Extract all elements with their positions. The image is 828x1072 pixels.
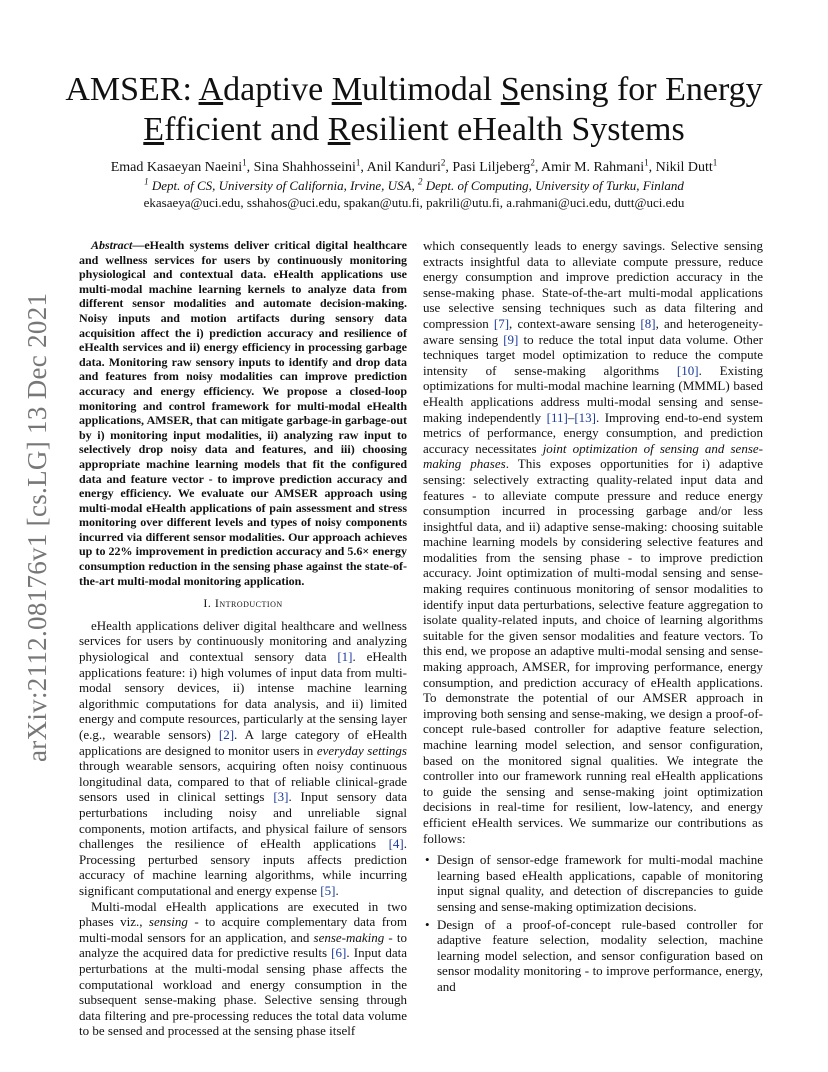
right-column	[423, 238, 763, 997]
arxiv-identifier: arXiv:2112.08176v1 [cs.LG] 13 Dec 2021	[22, 292, 52, 762]
citation-link[interactable]: [7]	[493, 315, 510, 331]
citation-link[interactable]: [13]	[574, 409, 596, 425]
author-emails: ekasaeya@uci.edu, sshahos@uci.edu, spakan@utu.fi, pakrili@utu.fi, a.rahmani@uci.edu, dutt@uci.edu	[143, 195, 685, 210]
author-list: Emad Kasaeyan Naeini$^1$, Sina Shahhosseini$^1$, Anil Kanduri$^2$, Pasi Liljeberg$^2$, Amir M. Rahmani$^1$, Nikil Dutt$^1$	[110, 157, 718, 175]
citation-link[interactable]: [10]	[676, 362, 699, 378]
abstract-label: Abstract	[91, 238, 133, 252]
citation-link[interactable]: [4]	[388, 836, 404, 852]
contributions-list	[423, 852, 763, 994]
citation-link[interactable]: [5]	[320, 882, 336, 898]
author-name: Pasi Liljeberg	[452, 160, 531, 175]
citation-link[interactable]: [6]	[331, 945, 347, 961]
citation-link[interactable]: [8]	[640, 315, 656, 331]
section-heading-introduction: I. Introduction	[203, 596, 283, 611]
intro-paragraph-1: eHealth applications deliver digital healthcare and wellness services for users by continuously monitoring and analyzing physiological and contextual sensory data [1]. eHealth applications feature: i) high volumes of input data from multi-modal sensory devices, ii) intense machine learning algorithmic computations for data analysis, and ii) limited energy and compute resources, particularly at the sensing layer (e.g., wearable sensors) [2]. A large category of eHealth applications are designed to monitor users in everyday settings through wearable sensors, acquiring often noisy continuous longitudinal data, compared to that of reliable clinical-grade sensors used in clinical settings [3]. Input sensory data perturbations including noisy and unreliable signal components, motion artifacts, and physical failure of sensors challenges the resilience of eHealth applications [4]. Processing perturbed sensory inputs affects prediction accuracy of machine learning algorithms, while incurring significant computational and energy expense [5].	[79, 617, 408, 898]
title-line-2: Efficient and Resilient eHealth Systems	[143, 111, 685, 148]
left-column	[79, 238, 407, 1039]
citation-link[interactable]: [2]	[218, 727, 235, 742]
list-item: • Design of sensor-edge framework for multi-modal machine learning based eHealth applications, capable of monitoring input signal quality, and detection of discrepancies to guide sensing and sense-making optimization decisions.	[437, 852, 763, 914]
abstract: Abstract—eHealth systems deliver critical digital healthcare and wellness services for users by continuously monitoring physiological and contextual data. eHealth applications use multi-modal machine learning kernels to analyze data from different sensor modalities and automate decision-making. Noisy inputs and motion artifacts during sensory data acquisition affect the i) prediction accuracy and resilience of eHealth services and ii) energy efficiency in processing garbage data. Monitoring raw sensory inputs to identify and drop data and features from noisy modalities can improve prediction accuracy and energy efficiency. We propose a closed-loop monitoring and control framework for multi-modal eHealth applications, AMSER, that can mitigate garbage-in garbage-out by i) monitoring input modalities, ii) analyzing raw input to selectively drop noisy data and features, and iii) choosing appropriate machine learning models that fit the configured data and feature vector - to improve prediction accuracy and energy efficiency. We evaluate our AMSER approach using multi-modal eHealth applications of pain assessment and stress monitoring over different levels and types of noisy components incurred via different sensor modalities. Our approach achieves up to 22% improvement in prediction accuracy and 5.6× energy consumption reduction in the sensing phase against the state-of-the-art multi-modal monitoring application.	[79, 238, 407, 588]
intro-paragraph-2: Multi-modal eHealth applications are executed in two phases viz., sensing - to acquire complementary data from multi-modal sensors for an application, and sense-making - to analyze the acquired data for predictive results [6]. Input data perturbations at the multi-modal sensing phase affects the computational workload and energy consumption in the subsequent sense-making phase. Selective sensing through data filtering and pre-processing reduces the total data volume to be sensed and processed at the sensing phase itself	[79, 898, 407, 1039]
citation-link[interactable]: [3]	[273, 789, 289, 805]
intro-paragraph-3: which consequently leads to energy savings. Selective sensing extracts insightful data to alleviate compute pressure, reduce energy consumption and improve prediction accuracy in the sense-making phase. State-of-the-art multi-modal applications use selective sensing techniques such as data filtering and compression [7], context-aware sensing [8], and heterogeneity-aware sensing [9] to reduce the total input data volume. Other techniques target model optimization to reduce the compute intensity of sense-making algorithms [10]. Existing optimizations for multi-modal machine learning (MMML) based eHealth applications address multi-modal sensing and sense-making independently [11]–[13]. Improving end-to-end system metrics of performance, energy consumption, and prediction accuracy necessitates joint optimization of sensing and sense-making phases. This exposes opportunities for i) adaptive sensing: selectively extracting quality-related input data and features - to alleviate compute pressure and reduce energy consumption incurred in processing garbage and/or less insightful data, and ii) adaptive sense-making: choosing suitable machine learning models by considering selective features and modalities from the sensing phase - to improve prediction accuracy. Joint optimization of multi-modal sensing and sense-making requires continuous monitoring of sensor modalities to identify input data perturbations, selective feature aggregation to isolate quality-related inputs, and choice of learning algorithms suitable for the given sensor modalities and feature vectors. To this end, we propose an adaptive multi-modal sensing and sense-making approach, AMSER, for improving performance, energy consumption, and prediction accuracy of eHealth applications. To demonstrate the potential of our AMSER approach in improving both sensing and sense-making, we design a proof-of-concept rule-based controller for adaptive feature selection, machine learning model selection, and sensor configuration, based on the monitored signal qualities. We integrate the controller into our framework running real eHealth applications to guide the sensing and sense-making joint optimization decisions in real-time for resilient, low-latency, and energy efficient eHealth services. We summarize our contributions as follows:	[423, 238, 764, 846]
title-line-1: AMSER: Adaptive Multimodal Sensing for Energy	[65, 71, 763, 108]
author-name: Emad Kasaeyan Naeini	[110, 160, 243, 175]
citation-link[interactable]: [1]	[337, 649, 353, 665]
paper-title	[0, 70, 828, 150]
list-item: • Design of a proof-of-concept rule-based controller for adaptive feature selection, modality selection, machine learning model selection, and sensor configuration based on sensor modality monitoring - to improve performance, energy, and	[437, 917, 763, 995]
citation-link[interactable]: [11]	[546, 409, 568, 425]
author-name: Amir M. Rahmani	[541, 160, 645, 175]
affiliations: $^1$ Dept. of CS, University of California, Irvine, USA, $^2$ Dept. of Computing, University of Turku, Finland	[144, 176, 684, 193]
author-name: Nikil Dutt	[655, 160, 713, 175]
citation-link[interactable]: [9]	[503, 331, 519, 347]
author-name: Sina Shahhosseini	[253, 160, 356, 175]
author-name: Anil Kanduri	[366, 160, 441, 175]
